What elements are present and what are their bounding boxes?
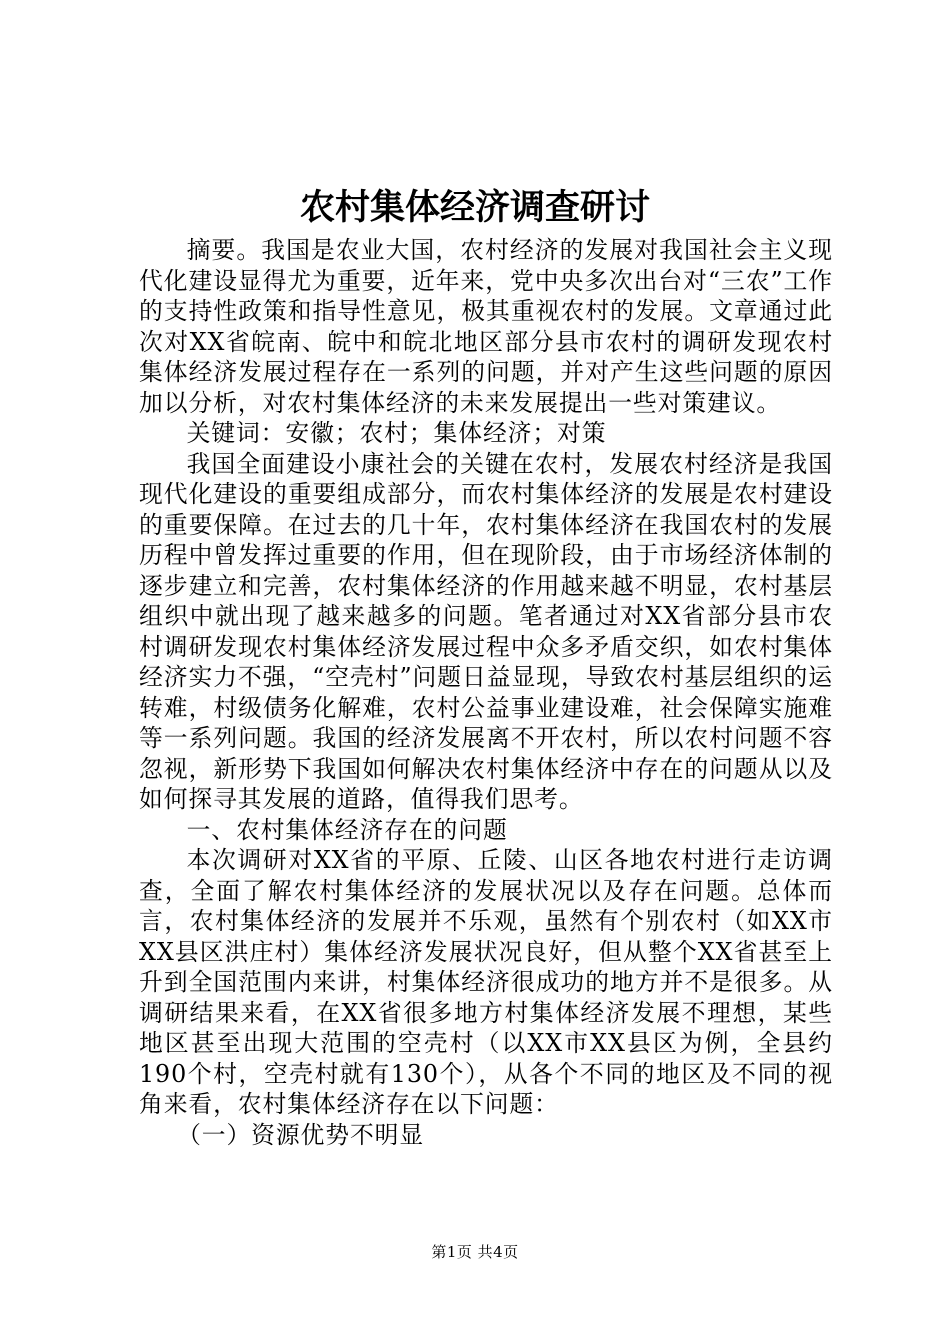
abstract-paragraph: 摘要。我国是农业大国，农村经济的发展对我国社会主义现代化建设显得尤为重要，近年来，党中央多次出台对“三农”工作的支持性政策和指导性意见，极其重视农村的发展。文章通过此次对XX省皖南、皖中和皖北地区部分县市农村的调研发现农村集体经济发展过程存在一系列的问题，并对产生这些问题的原因加以分析，对农村集体经济的未来发展提出一些对策建议。 (139, 236, 833, 417)
keywords-paragraph: 关键词：安徽；农村；集体经济；对策 (186, 419, 607, 447)
section-paragraph: 本次调研对XX省的平原、丘陵、山区各地农村进行走访调查，全面了解农村集体经济的发展状况以及存在问题。总体而言，农村集体经济的发展并不乐观，虽然有个别农村（如XX市XX县区洪庄村）集体经济发展状况良好，但从整个XX省甚至上升到全国范围内来讲，村集体经济很成功的地方并不是很多。从调研结果来看，在XX省很多地方村集体经济发展不理想，某些地区甚至出现大范围的空壳村（以XX市XX县区为例，全县约190个村，空壳村就有130个），从各个不同的地区及不同的视角来看，农村集体经济存在以下问题： (139, 846, 833, 1118)
document-body (139, 235, 833, 1150)
page-footer: 第1页 共4页 (431, 1243, 519, 1261)
document-title: 农村集体经济调查研讨 (299, 188, 650, 228)
intro-paragraph: 我国全面建设小康社会的关键在农村，发展农村经济是我国现代化建设的重要组成部分，而农村集体经济的发展是农村建设的重要保障。在过去的几十年，农村集体经济在我国农村的发展历程中曾发挥过重要的作用，但在现阶段，由于市场经济体制的逐步建立和完善，农村集体经济的作用越来越不明显，农村基层组织中就出现了越来越多的问题。笔者通过对XX省部分县市农村调研发现农村集体经济发展过程中众多矛盾交织，如农村集体经济实力不强，“空壳村”问题日益显现，导致农村基层组织的运转难，村级债务化解难，农村公益事业建设难，社会保障实施难等一系列问题。我国的经济发展离不开农村，所以农村问题不容忽视，新形势下我国如何解决农村集体经济中存在的问题从以及如何探寻其发展的道路，值得我们思考。 (139, 449, 833, 813)
subsection-heading: （一）资源优势不明显 (177, 1120, 425, 1149)
section-heading: 一、农村集体经济存在的问题 (186, 815, 508, 844)
